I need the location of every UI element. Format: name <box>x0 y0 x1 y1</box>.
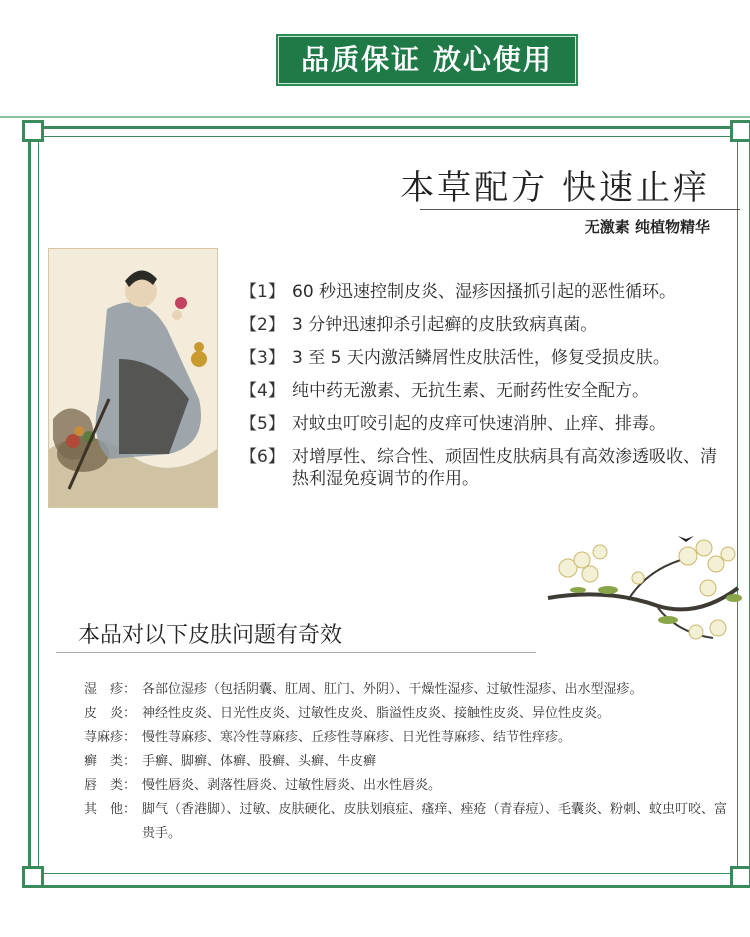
frame-corner <box>730 866 750 888</box>
condition-category: 荨麻疹： <box>84 730 137 745</box>
condition-items: 手癣、脚癣、体癣、股癣、头癣、牛皮癣 <box>142 754 377 769</box>
page-subtitle: 无激素 纯植物精华 <box>584 218 710 236</box>
blossom-branch-illustration <box>538 528 746 648</box>
feature-item <box>240 314 730 336</box>
quality-banner: 品质保证 放心使用 <box>276 34 578 86</box>
frame-corner <box>730 120 750 142</box>
top-divider <box>0 116 750 118</box>
feature-text: 3 至 5 天内激活鳞屑性皮肤活性，修复受损皮肤。 <box>292 348 670 368</box>
condition-row <box>84 798 734 846</box>
condition-items: 各部位湿疹（包括阴囊、肛周、肛门、外阴）、干燥性湿疹、过敏性湿疹、出水型湿疹。 <box>142 682 643 697</box>
condition-items: 神经性皮炎、日光性皮炎、过敏性皮炎、脂溢性皮炎、接触性皮炎、异位性皮炎。 <box>142 706 611 721</box>
condition-row <box>84 750 734 774</box>
feature-text: 对蚊虫叮咬引起的皮痒可快速消肿、止痒、排毒。 <box>292 414 666 434</box>
feature-text: 对增厚性、综合性、顽固性皮肤病具有高效渗透吸收、清热利湿免疫调节的作用。 <box>292 447 717 489</box>
page-title: 本草配方 快速止痒 <box>400 168 710 208</box>
condition-row <box>84 702 734 726</box>
condition-items: 脚气（香港脚）、过敏、皮肤硬化、皮肤划痕症、瘙痒、痤疮（青春痘）、毛囊炎、粉刺、蚊虫叮咬、富贵手。 <box>142 802 728 841</box>
feature-item <box>240 413 730 435</box>
condition-category: 其 他： <box>84 802 137 817</box>
section-title: 本品对以下皮肤问题有奇效 <box>78 623 343 648</box>
condition-category: 癣 类： <box>84 754 137 769</box>
condition-category: 唇 类： <box>84 778 137 793</box>
header-title-area <box>370 160 710 209</box>
feature-number: 【5】 <box>240 414 285 434</box>
feature-text: 60 秒迅速控制皮炎、湿疹因搔抓引起的恶性循环。 <box>292 282 677 302</box>
feature-number: 【1】 <box>240 282 285 302</box>
condition-row <box>84 774 734 798</box>
feature-number: 【2】 <box>240 315 285 335</box>
condition-items: 慢性唇炎、剥落性唇炎、过敏性唇炎、出水性唇炎。 <box>142 778 442 793</box>
condition-row <box>84 726 734 750</box>
feature-text: 3 分钟迅速抑杀引起癣的皮肤致病真菌。 <box>292 315 598 335</box>
feature-item <box>240 347 730 369</box>
feature-text: 纯中药无激素、无抗生素、无耐药性安全配方。 <box>292 381 649 401</box>
condition-items: 慢性荨麻疹、寒冷性荨麻疹、丘疹性荨麻疹、日光性荨麻疹、结节性痒疹。 <box>142 730 572 745</box>
condition-row <box>84 678 734 702</box>
feature-number: 【4】 <box>240 381 285 401</box>
feature-number: 【6】 <box>240 447 285 467</box>
section-divider <box>56 652 536 653</box>
title-underline <box>420 209 740 210</box>
feature-item <box>240 281 730 303</box>
frame-corner <box>22 866 44 888</box>
frame-corner <box>22 120 44 142</box>
condition-list <box>84 678 734 846</box>
condition-category: 皮 炎： <box>84 706 137 721</box>
feature-item <box>240 380 730 402</box>
feature-item <box>240 446 730 490</box>
feature-number: 【3】 <box>240 348 285 368</box>
feature-list <box>240 281 730 501</box>
herbalist-painting <box>48 248 218 508</box>
condition-category: 湿 疹： <box>84 682 137 697</box>
